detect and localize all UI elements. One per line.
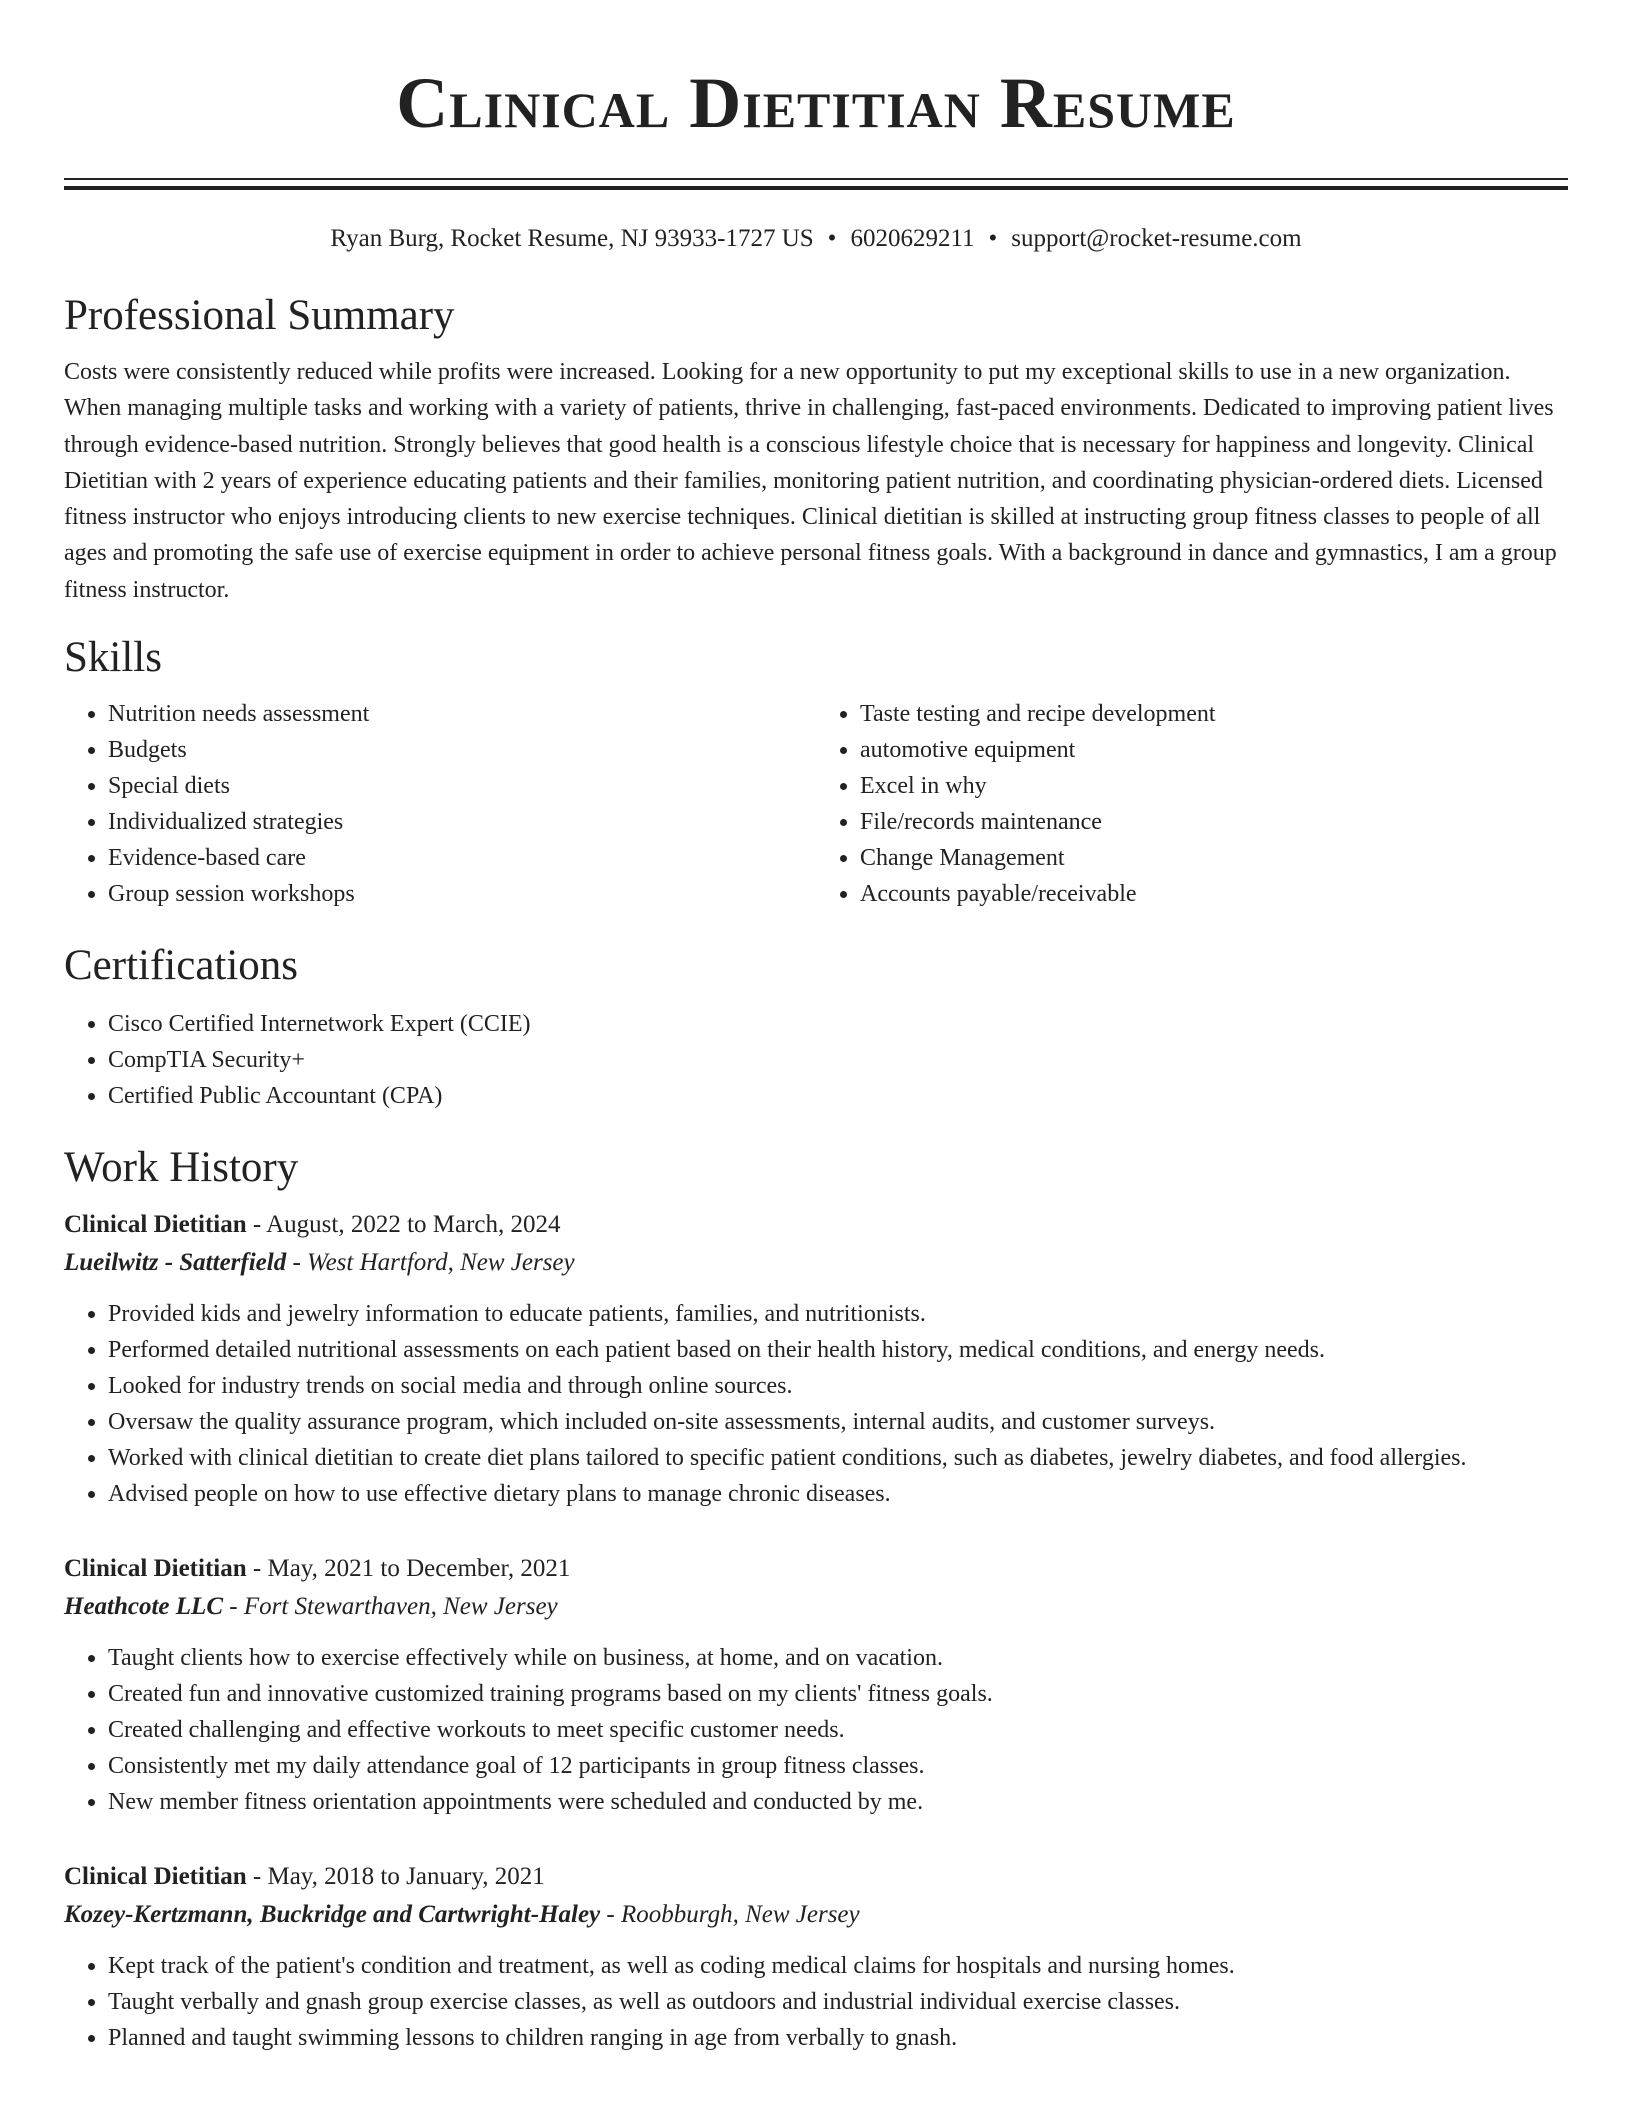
skill-item: • Accounts payable/receivable [860,876,1568,912]
job-dates: May, 2021 to December, 2021 [267,1555,571,1583]
job-dates: May, 2018 to January, 2021 [267,1863,545,1891]
job-location: West Hartford, New Jersey [307,1249,575,1277]
job-company: Kozey-Kertzmann, Buckridge and Cartwright-Haley [64,1901,601,1929]
summary-text: Costs were consistently reduced while profits were increased. Looking for a new opportunity to put my exceptional skills to use in a new organization. When managing multiple tasks and working with a variety of patients, thrive in challenging, fast-paced environments. Dedicated to improving patient lives through evidence-based nutrition. Strongly believes that good health is a conscious lifestyle choice that is necessary for happiness and longevity. Clinical Dietitian with 2 years of experience educating patients and their families, monitoring patient nutrition, and coordinating physician-ordered diets. Licensed fitness instructor who enjoys introducing clients to new exercise techniques. Clinical dietitian is skilled at instructing group fitness classes to people of all ages and promoting the safe use of exercise equipment in order to achieve personal fitness goals. With a background in dance and gymnastics, I am a group fitness instructor. [64,359,1557,603]
certification-item: • Cisco Certified Internetwork Expert (CCIE) [108,1006,1568,1042]
skill-item: • Group session workshops [108,876,816,912]
job-bullet: • Worked with clinical dietitian to create diet plans tailored to specific patient conditions, such as diabetes, jewelry diabetes, and food allergies. [108,1440,1568,1476]
job-bullet: • Provided kids and jewelry information to educate patients, families, and nutritionists. [108,1296,1568,1332]
job-bullets [64,1640,1568,1820]
summary-section [64,288,1568,608]
job-entry [64,1858,1568,2056]
certifications-section [64,938,1568,1114]
job-company-line: Heathcote LLC - Fort Stewarthaven, New Jersey [64,1593,558,1621]
skill-item: • Special diets [108,768,816,804]
contact-line [64,222,1568,256]
contact-email: support@rocket-resume.com [1011,225,1302,252]
job-dates: August, 2022 to March, 2024 [266,1211,561,1239]
contact-phone: 6020629211 [850,225,975,252]
skill-item: • Change Management [860,840,1568,876]
job-title: Clinical Dietitian [64,1863,247,1891]
job-bullet: • Created fun and innovative customized training programs based on my clients' fitness goals. [108,1676,1568,1712]
skill-item: • automotive equipment [860,732,1568,768]
skill-item: • Nutrition needs assessment [108,696,816,732]
job-bullet: • Planned and taught swimming lessons to children ranging in age from verbally to gnash. [108,2020,1568,2056]
job-title: Clinical Dietitian [64,1211,247,1239]
skill-item: • File/records maintenance [860,804,1568,840]
skills-heading: Skills [64,634,162,682]
job-location: Roobburgh, New Jersey [621,1901,860,1929]
skill-item: • Taste testing and recipe development [860,696,1568,732]
job-bullet: • Taught verbally and gnash group exercise classes, as well as outdoors and industrial individual exercise classes. [108,1984,1568,2020]
job-bullet: • Created challenging and effective workouts to meet specific customer needs. [108,1712,1568,1748]
contact-address: Ryan Burg, Rocket Resume, NJ 93933-1727 US [330,225,814,252]
job-title-line: Clinical Dietitian - May, 2021 to December, 2021 [64,1555,571,1583]
contact-separator: • [988,225,998,252]
job-company: Heathcote LLC [64,1593,223,1621]
job-entry [64,1206,1568,1512]
job-company-line: Kozey-Kertzmann, Buckridge and Cartwright-Haley - Roobburgh, New Jersey [64,1901,860,1929]
job-bullet: • Advised people on how to use effective dietary plans to manage chronic diseases. [108,1476,1568,1512]
certification-item: • Certified Public Accountant (CPA) [108,1078,1568,1114]
resume-page [64,0,1568,2056]
job-company: Lueilwitz - Satterfield [64,1249,287,1277]
skill-item: • Individualized strategies [108,804,816,840]
job-location: Fort Stewarthaven, New Jersey [243,1593,558,1621]
job-company-line: Lueilwitz - Satterfield - West Hartford, New Jersey [64,1249,575,1277]
contact-separator: • [827,225,837,252]
job-bullet: • Consistently met my daily attendance goal of 12 participants in group fitness classes. [108,1748,1568,1784]
job-bullet: • New member fitness orientation appointments were scheduled and conducted by me. [108,1784,1568,1820]
resume-title: Clinical Dietitian Resume [396,63,1236,143]
title-divider [64,178,1568,190]
work-history-heading: Work History [64,1144,299,1192]
job-title-line: Clinical Dietitian - August, 2022 to March, 2024 [64,1211,561,1239]
job-bullets [64,1948,1568,2056]
job-title: Clinical Dietitian [64,1555,247,1583]
job-bullet: • Looked for industry trends on social media and through online sources. [108,1368,1568,1404]
skill-item: • Evidence-based care [108,840,816,876]
job-bullet: • Taught clients how to exercise effectively while on business, at home, and on vacation. [108,1640,1568,1676]
skill-item: • Excel in why [860,768,1568,804]
skills-list-left [64,696,816,912]
job-bullets [64,1296,1568,1512]
job-bullet: • Kept track of the patient's condition and treatment, as well as coding medical claims for hospitals and nursing homes. [108,1948,1568,1984]
summary-heading: Professional Summary [64,292,455,339]
job-entry [64,1550,1568,1820]
skills-columns [64,696,1568,912]
job-title-line: Clinical Dietitian - May, 2018 to January, 2021 [64,1863,545,1891]
job-bullet: • Oversaw the quality assurance program, which included on-site assessments, internal audits, and customer surveys. [108,1404,1568,1440]
skills-list-right [816,696,1568,912]
certification-item: • CompTIA Security+ [108,1042,1568,1078]
job-bullet: • Performed detailed nutritional assessments on each patient based on their health history, medical conditions, and energy needs. [108,1332,1568,1368]
certifications-heading: Certifications [64,942,299,990]
skills-section [64,630,1568,912]
skill-item: • Budgets [108,732,816,768]
certifications-list [64,1006,1568,1114]
work-history-section [64,1140,1568,2056]
